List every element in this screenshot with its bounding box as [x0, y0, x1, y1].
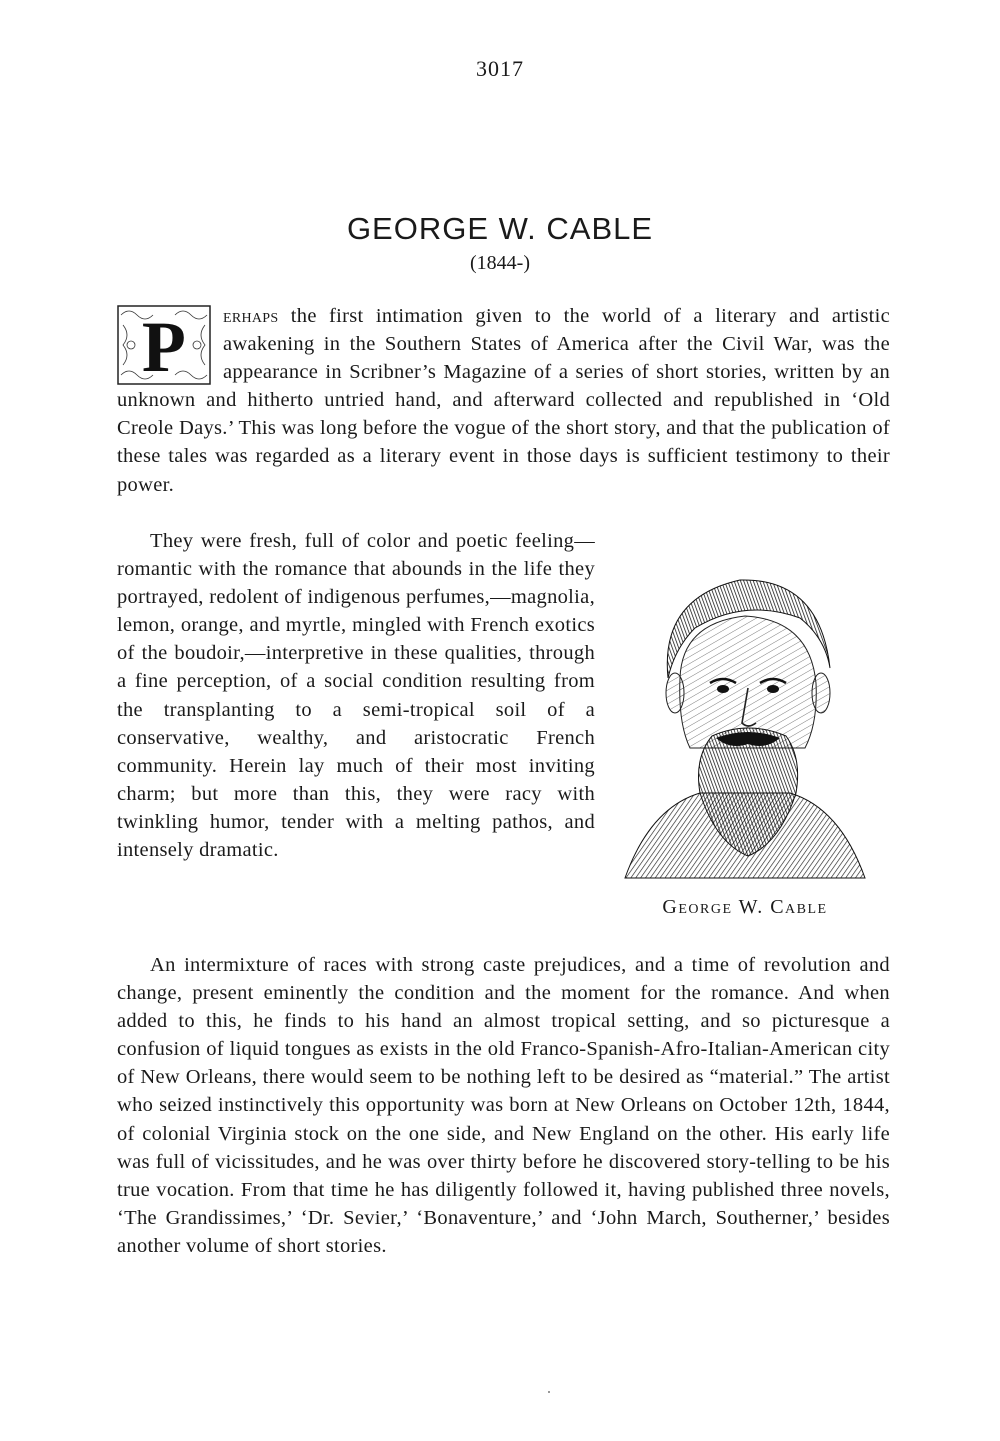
paragraph-intro [117, 302, 890, 499]
page-mark [548, 1391, 550, 1393]
paragraph-description: They were fresh, full of color and poetic feeling—romantic with the romance that abounds in the life they portrayed, redolent of indigenous perfumes,—magnolia, lemon, orange, and myrtle, mingled with French exotics of the boudoir,—interpretive in these qualities, through a fine perception, of a social condition resulting from the transplanting to a semi-tropical soil of a conservative, wealthy, and aristocratic French community. Herein lay much of their most inviting charm; but more than this, they were racy with twinkling humor, tender with a melting pathos, and intensely dramatic. [117, 530, 595, 862]
author-portrait [620, 558, 870, 888]
intro-text: the first intimation given to the world of a literary and artistic awakening in the Southern States of America after the Civil War, was the appearance in Scribner’s Magazine of a series of short stories, written by an unknown and hitherto untried hand, and afterward collected and republished in ‘Old Creole Days.’ This was long before the vogue of the short story, and that the publication of these tales was regarded as a literary event in those days is sufficient testimony to their power. [117, 305, 890, 496]
decorated-initial-p [117, 305, 211, 385]
portrait-caption: George W. Cable [662, 896, 828, 918]
svg-text:P: P [141, 307, 187, 385]
page-number: 3017 [476, 56, 524, 81]
page-title: GEORGE W. CABLE [346, 210, 654, 246]
paragraph-biography: An intermixture of races with strong caste prejudices, and a time of revolution and change, present eminently the condition and the moment for the romance. And when added to this, he finds to his hand an almost tropical setting, and so picturesque a confusion of liquid tongues as exists in the old Franco-Spanish-Afro-Italian-American city of New Orleans, there would seem to be nothing left to be desired as “material.” The artist who seized instinctively this opportunity was born at New Orleans on October 12th, 1844, of colonial Virginia stock on the one side, and New England on the other. His early life was full of vicissitudes, and he was over thirty before he discovered story-telling to be his true vocation. From that time he has diligently followed it, having published three novels, ‘The Grandissimes,’ ‘Dr. Sevier,’ ‘Bonaventure,’ and ‘John March, Southerner,’ besides another volume of short stories. [117, 954, 890, 1257]
intro-smallcaps-word: erhaps [223, 305, 279, 327]
life-dates: (1844-) [470, 252, 530, 274]
